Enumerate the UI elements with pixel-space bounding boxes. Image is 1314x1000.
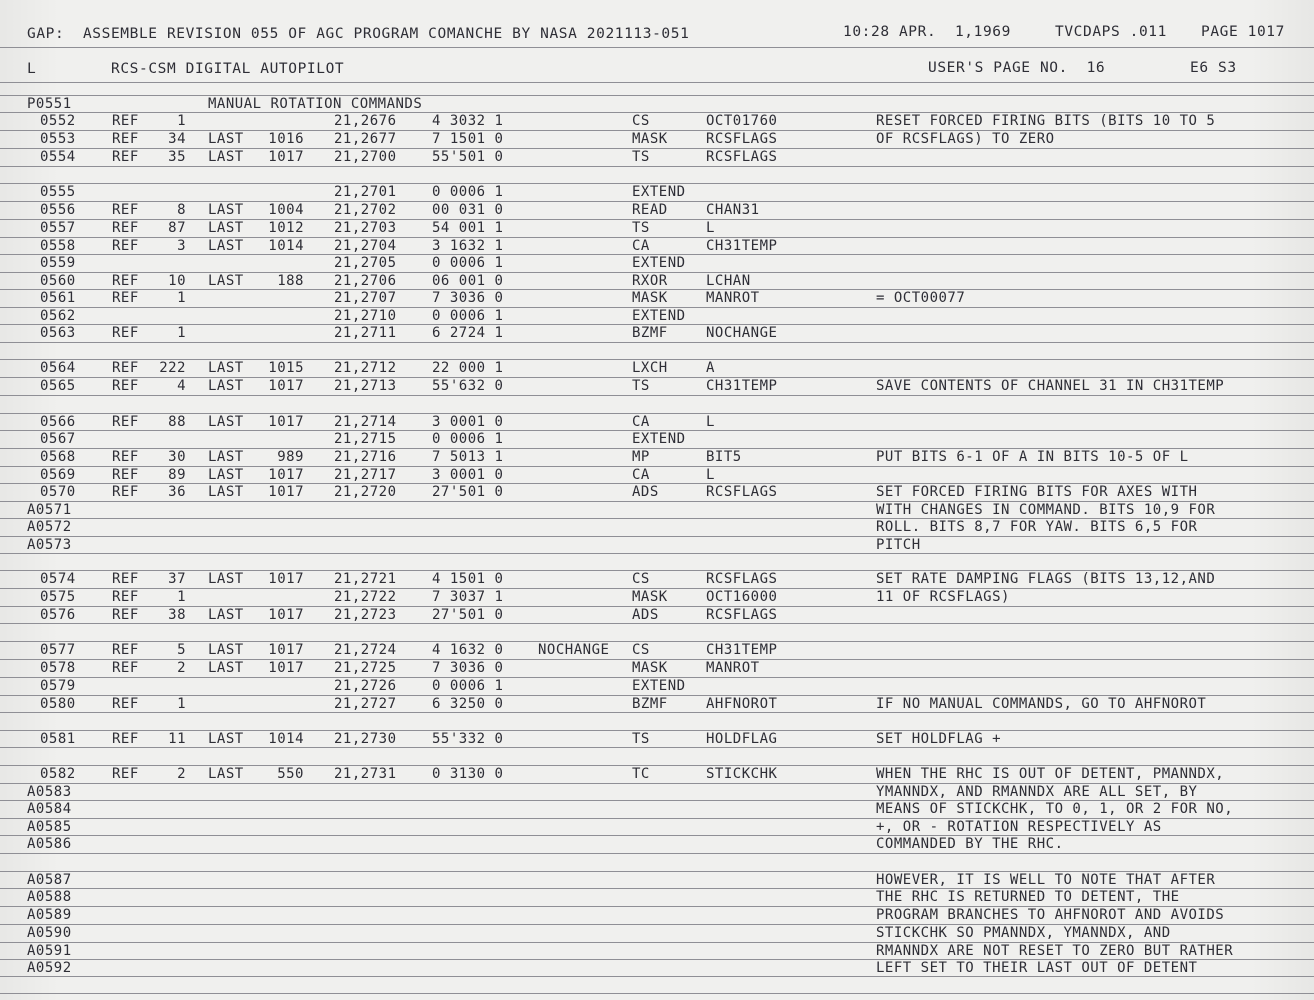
memory-address: 21,2726 [334,678,397,694]
ref-count: 4 [177,378,186,394]
last-keyword: LAST [208,273,244,289]
ref-count: 30 [168,449,186,465]
opcode: MASK [632,589,668,605]
comment-text: YMANNDX, AND RMANNDX ARE ALL SET, BY [876,784,1198,800]
ref-count: 89 [168,467,186,483]
memory-address: 21,2700 [334,149,397,165]
comment-text: HOWEVER, IT IS WELL TO NOTE THAT AFTER [876,872,1216,888]
octal-word: 22 000 1 [432,360,504,376]
ref-keyword: REF [112,113,139,129]
last-keyword: LAST [208,220,244,236]
last-page: 1012 [268,220,304,236]
octal-word: 0 0006 1 [432,255,504,271]
symbol-label: NOCHANGE [538,642,610,658]
ref-count: 88 [168,414,186,430]
operand: NOCHANGE [706,325,778,341]
opcode: EXTEND [632,255,686,271]
comment-text: PUT BITS 6-1 OF A IN BITS 10-5 OF L [876,449,1189,465]
ref-keyword: REF [112,220,139,236]
line-number: 0576 [40,607,76,623]
print-timestamp: 10:28 APR. 1,1969 [843,24,1011,40]
operand: CH31TEMP [706,378,778,394]
last-page: 1017 [268,642,304,658]
ref-keyword: REF [112,766,139,782]
comment-text: IF NO MANUAL COMMANDS, GO TO AHFNOROT [876,696,1207,712]
line-number: 0553 [40,131,76,147]
octal-word: 0 0006 1 [432,431,504,447]
octal-word: 7 3036 0 [432,660,504,676]
memory-address: 21,2706 [334,273,397,289]
line-number: 0581 [40,731,76,747]
ref-keyword: REF [112,273,139,289]
operand: STICKCHK [706,766,778,782]
operand: LCHAN [706,273,751,289]
line-number: 0562 [40,308,76,324]
last-page: 1017 [268,414,304,430]
line-number: 0559 [40,255,76,271]
octal-word: 7 5013 1 [432,449,504,465]
last-page: 989 [277,449,304,465]
memory-address: 21,2710 [334,308,397,324]
octal-word: 27'501 0 [432,607,504,623]
opcode: EXTEND [632,431,686,447]
opcode: TS [632,149,650,165]
paper-rule [0,166,1314,167]
memory-address: 21,2722 [334,589,397,605]
line-number: 0580 [40,696,76,712]
opcode: ADS [632,484,659,500]
line-number: 0554 [40,149,76,165]
comment-text: LEFT SET TO THEIR LAST OUT OF DETENT [876,960,1198,976]
opcode: CS [632,571,650,587]
opcode: CS [632,113,650,129]
last-keyword: LAST [208,484,244,500]
memory-address: 21,2730 [334,731,397,747]
ref-keyword: REF [112,696,139,712]
line-number: 0560 [40,273,76,289]
last-page: 550 [277,766,304,782]
ref-count: 1 [177,113,186,129]
paper-rule [0,993,1314,994]
line-number: A0590 [27,925,72,941]
operand: OCT01760 [706,113,778,129]
opcode: ADS [632,607,659,623]
opcode: TS [632,378,650,394]
last-keyword: LAST [208,731,244,747]
last-keyword: LAST [208,360,244,376]
opcode: MASK [632,131,668,147]
operand: HOLDFLAG [706,731,778,747]
comment-text: PITCH [876,537,921,553]
last-keyword: LAST [208,449,244,465]
ref-keyword: REF [112,467,139,483]
ref-keyword: REF [112,642,139,658]
line-number: 0555 [40,184,76,200]
line-number: 0556 [40,202,76,218]
ref-keyword: REF [112,378,139,394]
paper-rule [0,47,1314,48]
line-number: A0586 [27,836,72,852]
last-keyword: LAST [208,202,244,218]
last-keyword: LAST [208,131,244,147]
ref-count: 1 [177,325,186,341]
comment-text: STICKCHK SO PMANNDX, YMANNDX, AND [876,925,1171,941]
users-page-number: USER'S PAGE NO. 16 [928,60,1106,76]
program-name: TVCDAPS .011 [1055,24,1167,40]
comment-text: ROLL. BITS 8,7 FOR YAW. BITS 6,5 FOR [876,519,1198,535]
octal-word: 7 3036 0 [432,290,504,306]
line-number: A0591 [27,943,72,959]
ref-keyword: REF [112,149,139,165]
comment-text: MANUAL ROTATION COMMANDS [208,96,423,112]
last-keyword: LAST [208,378,244,394]
opcode: TS [632,220,650,236]
operand: MANROT [706,660,760,676]
ref-keyword: REF [112,589,139,605]
opcode: CA [632,238,650,254]
ref-count: 35 [168,149,186,165]
memory-address: 21,2703 [334,220,397,236]
ref-keyword: REF [112,202,139,218]
memory-address: 21,2720 [334,484,397,500]
ref-keyword: REF [112,484,139,500]
memory-address: 21,2701 [334,184,397,200]
comment-text: +, OR - ROTATION RESPECTIVELY AS [876,819,1162,835]
ref-count: 1 [177,589,186,605]
ref-keyword: REF [112,571,139,587]
last-page: 1017 [268,484,304,500]
paper-rule [0,148,1314,149]
octal-word: 55'332 0 [432,731,504,747]
line-number: 0574 [40,571,76,587]
last-page: 1017 [268,378,304,394]
paper-rule [0,413,1314,414]
ref-count: 87 [168,220,186,236]
line-number: 0575 [40,589,76,605]
operand: CH31TEMP [706,642,778,658]
memory-address: 21,2727 [334,696,397,712]
last-page: 1017 [268,660,304,676]
opcode: TC [632,766,650,782]
ref-keyword: REF [112,238,139,254]
memory-address: 21,2715 [334,431,397,447]
last-page: 1014 [268,731,304,747]
memory-address: 21,2717 [334,467,397,483]
last-keyword: LAST [208,642,244,658]
octal-word: 3 0001 0 [432,467,504,483]
comment-text: RMANNDX ARE NOT RESET TO ZERO BUT RATHER [876,943,1234,959]
last-keyword: LAST [208,766,244,782]
octal-word: 00 031 0 [432,202,504,218]
comment-text: COMMANDED BY THE RHC. [876,836,1064,852]
line-number: 0582 [40,766,76,782]
octal-word: 3 0001 0 [432,414,504,430]
ref-count: 222 [159,360,186,376]
line-number: A0587 [27,872,72,888]
comment-text: SET RATE DAMPING FLAGS (BITS 13,12,AND [876,571,1216,587]
comment-text: OF RCSFLAGS) TO ZERO [876,131,1055,147]
line-number: 0564 [40,360,76,376]
line-number: 0563 [40,325,76,341]
line-number: 0570 [40,484,76,500]
octal-word: 4 1501 0 [432,571,504,587]
octal-word: 55'632 0 [432,378,504,394]
opcode: EXTEND [632,678,686,694]
line-number: A0588 [27,889,72,905]
comment-text: SAVE CONTENTS OF CHANNEL 31 IN CH31TEMP [876,378,1225,394]
operand: MANROT [706,290,760,306]
comment-text: SET HOLDFLAG + [876,731,1002,747]
operand: RCSFLAGS [706,571,778,587]
log-section-code: E6 S3 [1190,60,1237,76]
line-number: A0592 [27,960,72,976]
line-number: 0569 [40,467,76,483]
operand: L [706,467,715,483]
ref-count: 37 [168,571,186,587]
octal-word: 55'501 0 [432,149,504,165]
paper-rule [0,553,1314,554]
octal-word: 7 3037 1 [432,589,504,605]
operand: L [706,414,715,430]
octal-word: 6 2724 1 [432,325,504,341]
last-page: 1017 [268,467,304,483]
ref-count: 5 [177,642,186,658]
line-number: A0571 [27,502,72,518]
memory-address: 21,2714 [334,414,397,430]
octal-word: 0 3130 0 [432,766,504,782]
last-keyword: LAST [208,149,244,165]
paper-rule [0,395,1314,396]
last-page: 1014 [268,238,304,254]
octal-word: 54 001 1 [432,220,504,236]
ref-count: 11 [168,731,186,747]
last-page: 1016 [268,131,304,147]
operand: CHAN31 [706,202,760,218]
memory-address: 21,2677 [334,131,397,147]
last-page: 1017 [268,149,304,165]
ref-keyword: REF [112,325,139,341]
line-number: A0585 [27,819,72,835]
ref-count: 1 [177,290,186,306]
last-keyword: LAST [208,467,244,483]
line-number: 0567 [40,431,76,447]
line-number: 0579 [40,678,76,694]
ref-keyword: REF [112,731,139,747]
last-page: 1017 [268,607,304,623]
comment-text: MEANS OF STICKCHK, TO 0, 1, OR 2 FOR NO, [876,801,1234,817]
memory-address: 21,2705 [334,255,397,271]
paper-rule [0,536,1314,537]
opcode: TS [632,731,650,747]
operand: BIT5 [706,449,742,465]
last-page: 1004 [268,202,304,218]
memory-address: 21,2704 [334,238,397,254]
left-mark: L [27,61,37,77]
paper-rule [0,623,1314,624]
opcode: MP [632,449,650,465]
paper-rule [0,82,1314,83]
page-number: PAGE 1017 [1201,24,1285,40]
paper-rule [0,976,1314,977]
ref-count: 8 [177,202,186,218]
ref-count: 3 [177,238,186,254]
memory-address: 21,2712 [334,360,397,376]
operand: AHFNOROT [706,696,778,712]
ref-keyword: REF [112,131,139,147]
line-number: P0551 [27,96,72,112]
octal-word: 0 0006 1 [432,678,504,694]
comment-text: WHEN THE RHC IS OUT OF DETENT, PMANNDX, [876,766,1225,782]
paper-rule [0,466,1314,467]
ref-keyword: REF [112,607,139,623]
ref-count: 10 [168,273,186,289]
ref-count: 36 [168,484,186,500]
line-number: 0552 [40,113,76,129]
line-number: 0577 [40,642,76,658]
paper-rule [0,835,1314,836]
operand: CH31TEMP [706,238,778,254]
memory-address: 21,2725 [334,660,397,676]
paper-rule [0,853,1314,854]
ref-keyword: REF [112,660,139,676]
line-number: A0572 [27,519,72,535]
opcode: BZMF [632,325,668,341]
last-keyword: LAST [208,414,244,430]
operand: RCSFLAGS [706,484,778,500]
memory-address: 21,2731 [334,766,397,782]
operand: A [706,360,715,376]
line-number: 0568 [40,449,76,465]
memory-address: 21,2702 [334,202,397,218]
paper-rule [0,219,1314,220]
comment-text: PROGRAM BRANCHES TO AHFNOROT AND AVOIDS [876,907,1225,923]
paper-rule [0,95,1314,96]
operand: L [706,220,715,236]
octal-word: 7 1501 0 [432,131,504,147]
memory-address: 21,2721 [334,571,397,587]
operand: RCSFLAGS [706,607,778,623]
comment-text: THE RHC IS RETURNED TO DETENT, THE [876,889,1180,905]
memory-address: 21,2716 [334,449,397,465]
line-number: A0573 [27,537,72,553]
line-number: 0565 [40,378,76,394]
opcode: EXTEND [632,184,686,200]
paper-rule [0,747,1314,748]
line-number: A0584 [27,801,72,817]
ref-keyword: REF [112,360,139,376]
operand: OCT16000 [706,589,778,605]
assembly-header: GAP: ASSEMBLE REVISION 055 OF AGC PROGRAM COMANCHE BY NASA 2021113-051 [27,26,690,42]
octal-word: 0 0006 1 [432,308,504,324]
octal-word: 4 3032 1 [432,113,504,129]
opcode: READ [632,202,668,218]
memory-address: 21,2723 [334,607,397,623]
octal-word: 4 1632 0 [432,642,504,658]
paper-rule [0,342,1314,343]
paper-rule [0,641,1314,642]
opcode: RXOR [632,273,668,289]
memory-address: 21,2676 [334,113,397,129]
octal-word: 27'501 0 [432,484,504,500]
opcode: EXTEND [632,308,686,324]
ref-count: 34 [168,131,186,147]
ref-count: 2 [177,766,186,782]
ref-keyword: REF [112,290,139,306]
opcode: MASK [632,290,668,306]
ref-count: 2 [177,660,186,676]
line-number: A0583 [27,784,72,800]
octal-word: 6 3250 0 [432,696,504,712]
line-number: 0558 [40,238,76,254]
line-number: 0578 [40,660,76,676]
last-keyword: LAST [208,238,244,254]
comment-text: 11 OF RCSFLAGS) [876,589,1010,605]
last-keyword: LAST [208,571,244,587]
comment-text: RESET FORCED FIRING BITS (BITS 10 TO 5 [876,113,1216,129]
octal-word: 3 1632 1 [432,238,504,254]
memory-address: 21,2707 [334,290,397,306]
last-keyword: LAST [208,607,244,623]
paper-rule [0,730,1314,731]
paper-rule [0,712,1314,713]
opcode: CA [632,467,650,483]
ref-count: 38 [168,607,186,623]
section-title: RCS-CSM DIGITAL AUTOPILOT [111,61,345,77]
last-page: 1015 [268,360,304,376]
octal-word: 0 0006 1 [432,184,504,200]
line-number: 0561 [40,290,76,306]
memory-address: 21,2711 [334,325,397,341]
operand: RCSFLAGS [706,149,778,165]
line-number: A0589 [27,907,72,923]
opcode: MASK [632,660,668,676]
opcode: CS [632,642,650,658]
operand: RCSFLAGS [706,131,778,147]
opcode: LXCH [632,360,668,376]
last-keyword: LAST [208,660,244,676]
comment-text: = OCT00077 [876,290,966,306]
ref-keyword: REF [112,449,139,465]
last-page: 188 [277,273,304,289]
last-page: 1017 [268,571,304,587]
line-number: 0557 [40,220,76,236]
ref-count: 1 [177,696,186,712]
line-number: 0566 [40,414,76,430]
paper-rule [0,237,1314,238]
ref-keyword: REF [112,414,139,430]
opcode: BZMF [632,696,668,712]
opcode: CA [632,414,650,430]
memory-address: 21,2724 [334,642,397,658]
comment-text: WITH CHANGES IN COMMAND. BITS 10,9 FOR [876,502,1216,518]
comment-text: SET FORCED FIRING BITS FOR AXES WITH [876,484,1198,500]
octal-word: 06 001 0 [432,273,504,289]
memory-address: 21,2713 [334,378,397,394]
